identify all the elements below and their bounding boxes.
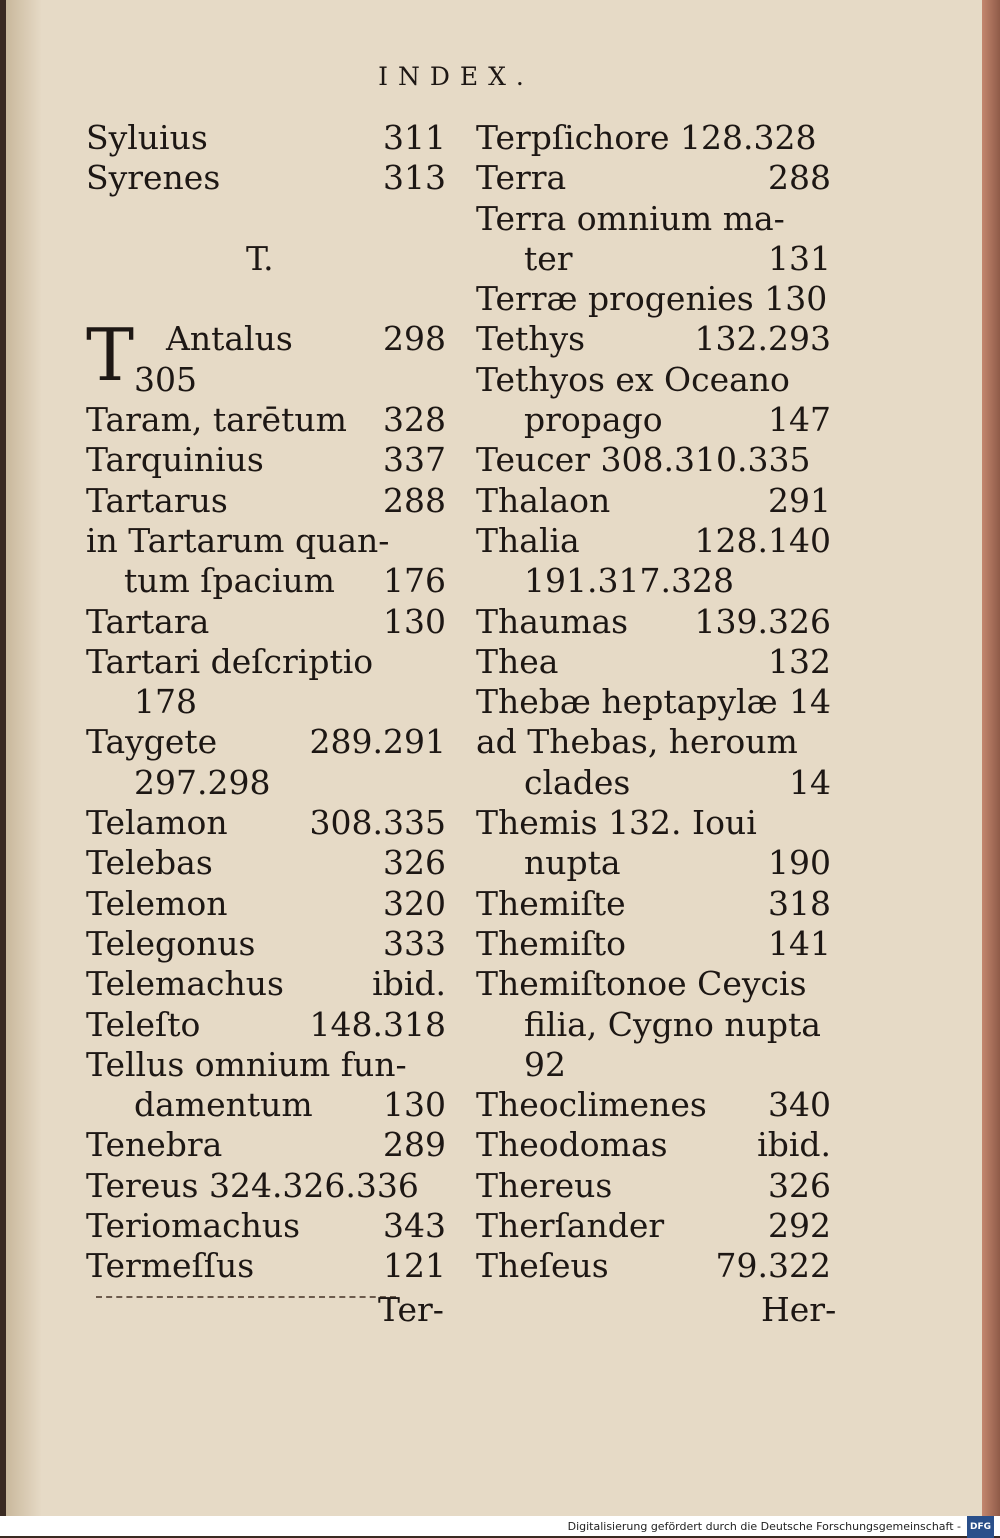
index-page-numbers: 141 [768,923,831,963]
index-page-numbers: 176 [383,561,446,601]
index-entry-right [476,964,831,1004]
index-term: Thaumas [476,601,629,641]
index-entry-right [476,803,831,843]
index-term: Telebas [86,843,213,883]
index-entry-left [86,521,446,561]
index-entry-right [476,319,831,359]
index-term: Telemachus [86,964,284,1004]
index-entry-left [86,199,446,239]
index-term: ter [524,238,573,278]
index-page-numbers: ibid. [757,1125,831,1165]
index-term: 305 [134,359,197,399]
index-entry-right [476,1045,831,1085]
index-term: Themiſto [476,923,626,963]
drop-capital: T [86,313,135,398]
index-page-numbers: 79.322 [715,1246,831,1286]
index-page-numbers: 14 [789,762,831,802]
index-page-numbers: 147 [768,400,831,440]
index-entry-right [476,843,831,883]
index-term: Thalaon [476,480,611,520]
index-entry-left [86,1125,446,1165]
index-entry-right [476,440,831,480]
catchword-rule-left [96,1296,396,1298]
index-page-numbers: 308.335 [309,803,446,843]
index-entry-left [86,1166,446,1206]
index-term: Themiſtonoe Ceycis [476,964,807,1004]
index-term: T. [246,238,274,278]
index-entry-left [86,964,446,1004]
index-entry-left [86,1246,446,1286]
index-page-numbers: ibid. [372,964,446,1004]
index-entry-right [476,602,831,642]
index-term: Teriomachus [86,1206,301,1246]
index-term: Terræ progenies 130 [476,279,828,319]
index-term: 178 [134,682,197,722]
index-term: Telegonus [86,923,256,963]
index-page-numbers: 190 [768,843,831,883]
index-page-numbers: 320 [383,883,446,923]
index-term: Tartarus [86,480,228,520]
index-term: Thea [476,641,559,681]
index-term: filia, Cygno nupta [524,1004,821,1044]
index-entry-right [476,722,831,762]
index-column-right [476,118,831,1287]
index-entry-left [86,843,446,883]
index-entry-left [86,239,446,279]
index-entry-right [476,763,831,803]
index-entry-left [86,481,446,521]
index-term: Tartara [86,601,210,641]
index-entry-right [476,1085,831,1125]
index-term: Taram, tarētum [86,400,347,440]
index-entry-right [476,1166,831,1206]
index-page-numbers: 328 [383,400,446,440]
index-term: Teucer 308.310.335 [476,440,811,480]
footer-credit: Digitalisierung gefördert durch die Deutsche Forschungsgemeinschaft - [567,1520,961,1533]
catchword-right: Her- [761,1290,837,1329]
index-page-numbers: 288 [768,158,831,198]
index-entry-right [476,360,831,400]
index-entry-right [476,239,831,279]
book-spine-edge [982,0,1000,1516]
index-entry-left [86,158,446,198]
index-term: Terpſichore 128.328 [476,118,817,157]
index-entry-right [476,1125,831,1165]
index-entry-left [86,400,446,440]
index-entry-left [86,682,446,722]
index-entry-left [86,360,446,400]
index-entry-right [476,884,831,924]
dfg-logo: DFG [967,1516,994,1538]
index-entry-left [86,561,446,601]
index-entry-right [476,279,831,319]
index-entry-left [86,722,446,762]
index-term: propago [524,400,663,440]
index-term: Tethys [476,319,586,359]
index-page-numbers: 340 [768,1085,831,1125]
index-entry-right [476,1206,831,1246]
index-term: in Tartarum quan- [86,520,390,560]
index-term: Thalia [476,520,580,560]
index-page-numbers: 292 [768,1206,831,1246]
index-page-numbers: 132.293 [694,319,831,359]
index-term: Themis 132. Ioui [476,803,757,843]
index-entry-right [476,642,831,682]
index-entry-left [86,803,446,843]
index-term: Telemon [86,883,228,923]
index-term: Antalus [166,319,293,359]
index-page-numbers: 291 [768,480,831,520]
index-term: 92 [524,1044,566,1084]
index-entry-left [86,279,446,319]
index-term: Syrenes [86,158,221,198]
index-entry-left [86,924,446,964]
index-entry-right [476,118,831,158]
index-page-numbers: 288 [383,480,446,520]
index-term: tum ſpacium [124,561,335,601]
index-entry-left [86,602,446,642]
index-entry-right [476,1005,831,1045]
index-entry-right [476,481,831,521]
index-entry-right [476,1246,831,1286]
index-term: Theſeus [476,1246,609,1286]
index-term: Tethyos ex Oceano [476,359,790,399]
index-entry-left [86,1005,446,1045]
index-column-left [86,118,446,1287]
catchword-left: Ter- [378,1290,444,1329]
index-term: Telamon [86,803,228,843]
index-page-numbers: 128.140 [694,520,831,560]
index-entry-left [86,118,446,158]
index-page-numbers: 289 [383,1125,446,1165]
index-page-numbers: 311 [383,118,446,157]
index-term: Tenebra [86,1125,223,1165]
index-term: Tereus 324.326.336 [86,1165,419,1205]
index-term: Termeſſus [86,1246,255,1286]
index-page-numbers: 298 [383,319,446,359]
index-term: Terra omnium ma- [476,198,785,238]
index-entry-left [86,1045,446,1085]
running-head: INDEX. [378,62,534,91]
index-page-numbers: 139.326 [694,601,831,641]
index-page-numbers: 318 [768,883,831,923]
index-term: clades [524,762,631,802]
index-term: 191.317.328 [524,561,734,601]
index-term: Tellus omnium fun- [86,1044,407,1084]
index-entry-right [476,924,831,964]
index-entry-right [476,158,831,198]
index-page-numbers: 333 [383,923,446,963]
index-term: nupta [524,843,621,883]
index-term: Thebæ heptapylæ [476,682,778,722]
index-entry-right [476,682,831,722]
index-term: Taygete [86,722,218,762]
book-page [6,0,990,1516]
index-term: Tarquinius [86,440,264,480]
index-entry-left [86,884,446,924]
digitization-footer [0,1516,1000,1536]
index-page-numbers: 130 [383,1085,446,1125]
index-page-numbers: 14 [789,682,831,722]
index-page-numbers: 148.318 [309,1004,446,1044]
index-page-numbers: 121 [383,1246,446,1286]
index-entry-left [86,440,446,480]
index-term: Tartari deſcriptio [86,641,374,681]
index-page-numbers: 289.291 [309,722,446,762]
index-term: Themiſte [476,883,626,923]
index-term: Teleſto [86,1004,201,1044]
index-page-numbers: 131 [768,238,831,278]
page-gutter [6,0,42,1516]
index-entry-right [476,400,831,440]
index-entry-left [86,1085,446,1125]
index-term: Theodomas [476,1125,668,1165]
index-term: Thereus [476,1165,613,1205]
index-entry-right [476,521,831,561]
index-page-numbers: 130 [383,601,446,641]
index-term: Syluius [86,118,208,157]
index-entry-left [86,1206,446,1246]
index-page-numbers: 326 [383,843,446,883]
index-page-numbers: 132 [768,641,831,681]
index-entry-right [476,561,831,601]
index-page-numbers: 343 [383,1206,446,1246]
index-term: Therſander [476,1206,665,1246]
index-term: 297.298 [134,762,271,802]
index-term: Terra [476,158,567,198]
index-entry-left [86,763,446,803]
index-term: damentum [134,1085,313,1125]
index-page-numbers: 337 [383,440,446,480]
index-term: Theoclimenes [476,1085,707,1125]
index-page-numbers: 326 [768,1165,831,1205]
index-entry-left [86,642,446,682]
index-term: ad Thebas, heroum [476,722,798,762]
index-entry-right [476,199,831,239]
index-page-numbers: 313 [383,158,446,198]
